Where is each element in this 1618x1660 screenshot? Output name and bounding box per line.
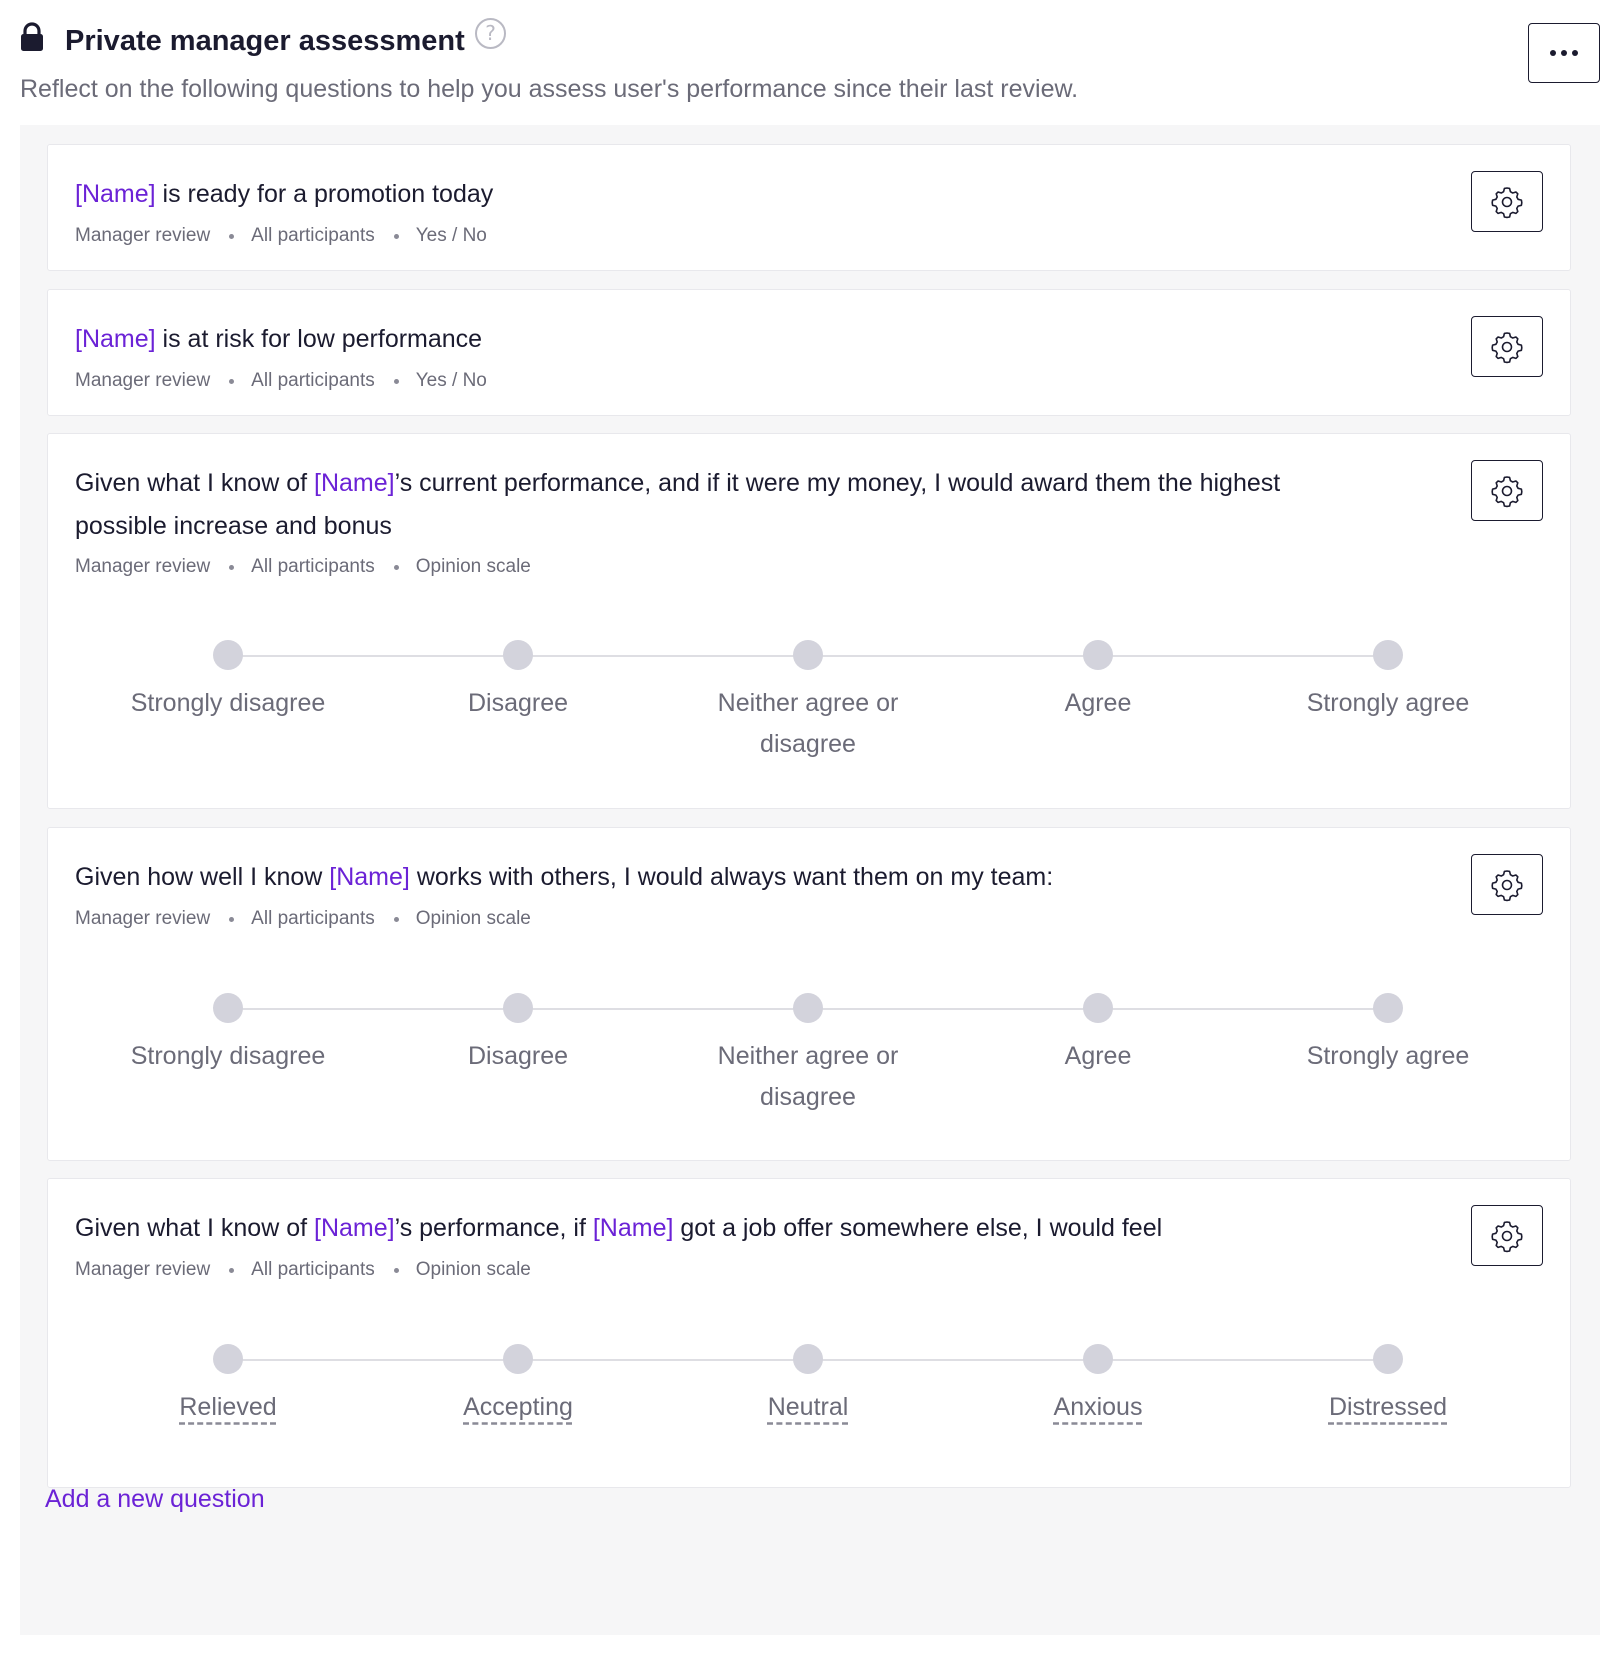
question-meta xyxy=(75,370,487,392)
more-horizontal-icon xyxy=(1550,50,1556,56)
scale-option[interactable]: Neutral xyxy=(693,1337,923,1428)
lock-icon xyxy=(20,22,44,52)
question-meta xyxy=(75,908,531,930)
meta-answer-type: Opinion scale xyxy=(415,1259,531,1280)
question-text: [Name] is at risk for low performance xyxy=(75,325,483,353)
meta-review-type: Manager review xyxy=(75,225,211,246)
scale-radio[interactable] xyxy=(503,1344,533,1374)
opinion-scale xyxy=(48,633,1572,773)
question-card xyxy=(47,827,1571,1161)
scale-radio[interactable] xyxy=(793,640,823,670)
gear-icon xyxy=(1490,474,1524,508)
meta-answer-type: Opinion scale xyxy=(415,908,531,929)
scale-radio[interactable] xyxy=(1373,640,1403,670)
scale-radio[interactable] xyxy=(1083,1344,1113,1374)
question-text: Given what I know of [Name]’s current performance, and if it were my money, I would award them the highest possible increase and bonus xyxy=(75,469,1281,540)
scale-radio[interactable] xyxy=(793,1344,823,1374)
meta-participants: All participants xyxy=(251,370,375,391)
meta-participants: All participants xyxy=(251,225,375,246)
question-meta xyxy=(75,556,531,578)
meta-answer-type: Yes / No xyxy=(415,370,487,391)
meta-review-type: Manager review xyxy=(75,556,211,577)
name-placeholder: [Name] xyxy=(75,325,156,353)
scale-radio[interactable] xyxy=(1083,640,1113,670)
scale-radio[interactable] xyxy=(213,993,243,1023)
scale-option[interactable]: Accepting xyxy=(403,1337,633,1428)
page-title: Private manager assessment xyxy=(65,25,465,57)
questions-panel xyxy=(20,125,1600,1635)
scale-radio[interactable] xyxy=(503,640,533,670)
name-placeholder: [Name] xyxy=(329,863,410,891)
opinion-scale xyxy=(48,986,1572,1126)
page-subtitle: Reflect on the following questions to help you assess user's performance since their last review. xyxy=(20,75,1079,103)
scale-radio[interactable] xyxy=(1373,993,1403,1023)
scale-radio[interactable] xyxy=(1083,993,1113,1023)
meta-review-type: Manager review xyxy=(75,370,211,391)
meta-answer-type: Opinion scale xyxy=(415,556,531,577)
scale-option[interactable]: Strongly disagree xyxy=(113,986,343,1077)
question-settings-button[interactable] xyxy=(1471,460,1543,521)
scale-option[interactable]: Neither agree or disagree xyxy=(693,986,923,1118)
scale-option[interactable]: Strongly agree xyxy=(1273,633,1503,724)
scale-radio[interactable] xyxy=(793,993,823,1023)
more-options-button[interactable] xyxy=(1528,23,1600,83)
question-settings-button[interactable] xyxy=(1471,1205,1543,1266)
scale-radio[interactable] xyxy=(503,993,533,1023)
question-card xyxy=(47,1178,1571,1488)
scale-option[interactable]: Neither agree or disagree xyxy=(693,633,923,765)
name-placeholder: [Name] xyxy=(314,469,395,497)
scale-option[interactable]: Disagree xyxy=(403,633,633,724)
scale-option[interactable]: Agree xyxy=(983,633,1213,724)
meta-participants: All participants xyxy=(251,908,375,929)
scale-option[interactable]: Anxious xyxy=(983,1337,1213,1428)
scale-option[interactable]: Agree xyxy=(983,986,1213,1077)
question-text: [Name] is ready for a promotion today xyxy=(75,180,494,208)
more-horizontal-icon xyxy=(1572,50,1578,56)
help-circle-icon[interactable]: ? xyxy=(475,18,506,49)
add-question-link[interactable]: Add a new question xyxy=(45,1485,265,1513)
question-settings-button[interactable] xyxy=(1471,854,1543,915)
scale-radio[interactable] xyxy=(213,1344,243,1374)
meta-participants: All participants xyxy=(251,1259,375,1280)
more-horizontal-icon xyxy=(1561,50,1567,56)
meta-review-type: Manager review xyxy=(75,1259,211,1280)
name-placeholder: [Name] xyxy=(314,1214,395,1242)
opinion-scale xyxy=(48,1337,1572,1477)
scale-option[interactable]: Relieved xyxy=(113,1337,343,1428)
gear-icon xyxy=(1490,1219,1524,1253)
name-placeholder: [Name] xyxy=(592,1214,674,1242)
gear-icon xyxy=(1490,185,1524,219)
gear-icon xyxy=(1490,868,1524,902)
scale-option[interactable]: Strongly disagree xyxy=(113,633,343,724)
question-card xyxy=(47,144,1571,271)
question-settings-button[interactable] xyxy=(1471,171,1543,232)
scale-option[interactable]: Distressed xyxy=(1273,1337,1503,1428)
question-settings-button[interactable] xyxy=(1471,316,1543,377)
scale-radio[interactable] xyxy=(1373,1344,1403,1374)
question-card xyxy=(47,433,1571,809)
scale-option[interactable]: Strongly agree xyxy=(1273,986,1503,1077)
meta-answer-type: Yes / No xyxy=(415,225,487,246)
name-placeholder: [Name] xyxy=(75,180,156,208)
question-meta xyxy=(75,225,487,247)
assessment-header xyxy=(20,14,1600,114)
question-text: Given how well I know [Name] works with others, I would always want them on my team: xyxy=(75,863,1054,891)
scale-option[interactable]: Disagree xyxy=(403,986,633,1077)
scale-radio[interactable] xyxy=(213,640,243,670)
meta-participants: All participants xyxy=(251,556,375,577)
meta-review-type: Manager review xyxy=(75,908,211,929)
question-text: Given what I know of [Name]’s performance, if [Name] got a job offer somewhere else, I would feel xyxy=(75,1214,1163,1242)
gear-icon xyxy=(1490,330,1524,364)
question-card xyxy=(47,289,1571,416)
question-meta xyxy=(75,1259,531,1281)
